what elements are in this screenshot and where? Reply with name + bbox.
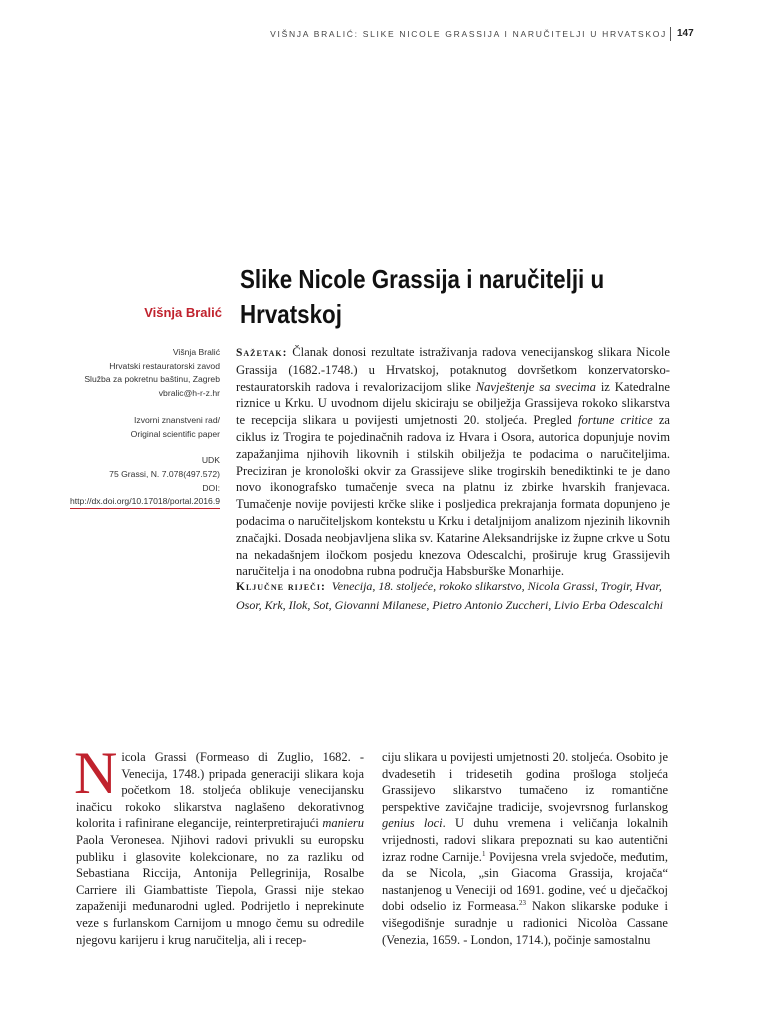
keywords: [236, 578, 670, 614]
abstract: [236, 344, 670, 580]
meta-udk-label: UDK: [201, 455, 220, 466]
abstract-italic-1: Navještenje sa svecima: [475, 379, 596, 394]
page-number: 147: [677, 28, 694, 39]
article-title: Slike Nicole Grassija i naručitelji u Hrvatskoj: [240, 264, 605, 329]
doi-link[interactable]: http://dx.doi.org/10.17018/portal.2016.9: [70, 496, 220, 509]
abstract-italic-2: fortune critice: [578, 413, 653, 428]
body-italic: genius loci: [382, 816, 443, 831]
meta-udk-value: 75 Grassi, N. 7.078(497.572): [109, 468, 220, 479]
abstract-text-3: za ciklus iz Trogira te pojedinačnih radova iz Hvara i Osora, autorica dopunjuje novim zapažanjima njihovih likovnih i stilskih obilježja te podacima o naručiteljima. Preciziran je kronološki okvir za Grassijeve slike trogirskih benediktinki te je dano novo ikonografsko tumačenje sveca na platnu iz zbirke hvarskih franjevaca. Tumačenje novije povijesti krčke slike i posljedica prekrajanja formata dopunjeno je podacima o naručiteljskom kontekstu u Krku i detaljnijom analizom njezinih likovnih značajki. Dosada neobjavljena slika sv. Katarine Aleksandrijske iz župne crkve u Sotu na nekadašnjem iločkom posjedu knezova Odescalchi, proširuje krug Grassijevih naručitelja i na onodobna rubna područja Habsburške Monarhije.: [236, 413, 671, 579]
abstract-text-1: Članak donosi rezultate istraživanja radova venecijanskog slikara Nicole Grassija (1682.-1748.) u Hrvatskoj, potaknutog dovršetkom konzervatorsko-restauratorskih radova i revalorizacijom slike: [236, 345, 670, 394]
body-text: Paola Veronesea. Njihovi radovi privukli su europsku publiku i glasovite kolekcionare, no za razliku od Sebastiana Riccija, Antonija Pellegrinija, Rosalbe Carriere ili Giambattiste Tiepola, Grassi nije stekao zapaženiji međunarodni ugled. Podrijetlo i neprekinute veze s furlanskom Carnijom u mnogo čemu su odredile njegovu karijeru i krug naručitelja, ali i recep-: [76, 832, 364, 947]
author-name: Višnja Bralić: [144, 305, 222, 320]
footnote-ref[interactable]: 2: [519, 899, 523, 908]
author-meta: [20, 346, 220, 509]
meta-doi-label: DOI:: [202, 482, 220, 493]
abstract-label: Sažetak:: [236, 347, 288, 359]
body-text: . U duhu vremena i veličanja lokalnih vrijednosti, radovi slikara prepoznati su kao autentični izraz rodne Carnije.: [382, 816, 668, 864]
body-column-2: [382, 749, 668, 948]
meta-paper-type-en: Original scientific paper: [130, 428, 220, 439]
body-text: Povijesna vrela svjedoče, međutim, da se Nicola, „sin Giacoma Grassija, krojača“ nastanjenog u Veneciji od 1691. godine, već u dječačkoj dobi odselio iz Formeasa.: [382, 849, 668, 914]
meta-email[interactable]: vbralic@h-r-z.hr: [158, 388, 220, 399]
drop-cap: N: [74, 740, 118, 806]
body-italic: manieru: [322, 816, 364, 831]
body-text: Nakon slikarske poduke i višegodišnje suradnje u radionici Nicolòa Cassane (Venezia, 1659. - London, 1714.), počinje samostalnu: [382, 899, 668, 947]
keywords-label: Ključne riječi:: [236, 581, 326, 593]
abstract-text-2: iz Katedralne riznice u Krku. U uvodnom dijelu skiciraju se obilježja Grassijeva rokoko slikarstva te recepcija slikara u povijesti umjetnosti 20. stoljeća. Pregled: [236, 379, 671, 428]
body-column-1: [74, 740, 364, 948]
keywords-text: Venecija, 18. stoljeće, rokoko slikarstvo, Nicola Grassi, Trogir, Hvar, Osor, Krk, Ilok, Sot, Giovanni Milanese, Pietro Antonio Zuccheri, Livio Erba Odescalchi: [236, 579, 663, 612]
footnote-ref[interactable]: 3: [522, 899, 527, 908]
meta-author: Višnja Bralić: [172, 347, 220, 357]
footnote-ref[interactable]: 1: [481, 849, 486, 858]
meta-department: Služba za pokretnu baštinu, Zagreb: [84, 374, 220, 385]
meta-institution: Hrvatski restauratorski zavod: [109, 360, 220, 371]
meta-paper-type-hr: Izvorni znanstveni rad/: [134, 414, 220, 425]
header-separator: [670, 27, 671, 41]
running-header: VIŠNJA BRALIĆ: SLIKE NICOLE GRASSIJA I NARUČITELJI U HRVATSKOJ: [270, 29, 667, 39]
body-text: icola Grassi (Formeaso di Zuglio, 1682. - Venecija, 1748.) pripada generaciji slikara koja početkom 18. stoljeća oblikuje venecijansku inačicu rokoko slikarstva naglašeno dekorativnog kolorita i rafinirane elegancije, reinterpretirajući: [76, 750, 364, 831]
body-text: ciju slikara u povijesti umjetnosti 20. stoljeća. Osobito je dvadesetih i tridesetih godina prošloga stoljeća Grassijevo slikarstvo tumačeno iz romantične perspektive zavičajne tradicije, svojevrsnog furlanskog: [382, 750, 668, 814]
